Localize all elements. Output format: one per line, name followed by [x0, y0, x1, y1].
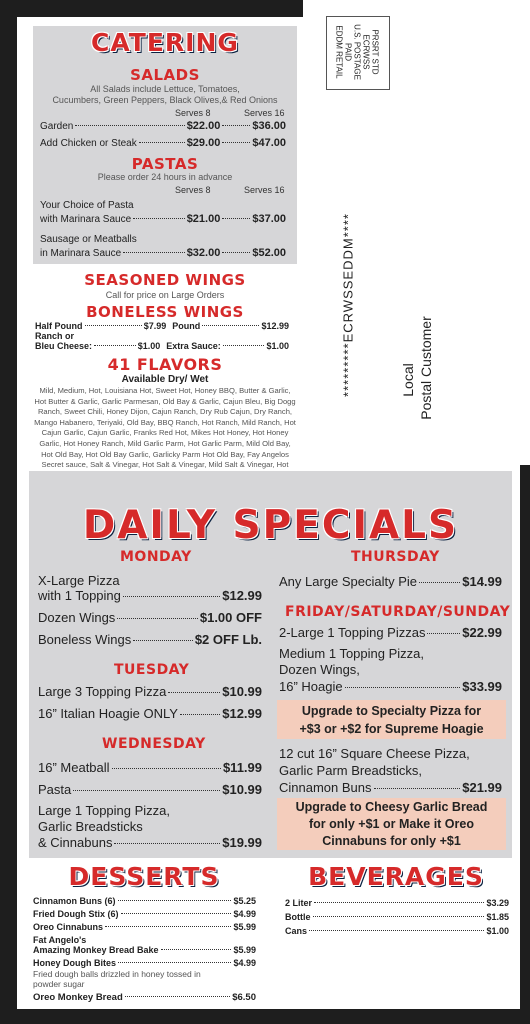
weekend-item-3-line1: 12 cut 16” Square Cheese Pizza, [279, 746, 470, 761]
pasta-name: with Marinara Sauce [40, 214, 132, 225]
ranch-price: $1.00 [137, 341, 161, 351]
wednesday-meatball [38, 760, 262, 775]
salads-note-1: All Salads include Lettuce, Tomatoes, [90, 84, 240, 94]
dot-leader [133, 640, 193, 641]
pasta-price-8: $32.00 [186, 247, 221, 259]
beverage-item [285, 898, 509, 908]
dot-leader [374, 788, 461, 789]
dot-leader [202, 325, 259, 326]
postage-line: EDDM RETAIL [334, 25, 344, 79]
item-name: Boneless Wings [38, 632, 132, 647]
weekend-item-2-line1: Medium 1 Topping Pizza, [279, 646, 425, 661]
salad-name: Garden [40, 121, 74, 132]
dessert-item [33, 909, 256, 919]
beverages-title: BEVERAGES [308, 862, 484, 891]
dessert-item-oreo-monkey [33, 992, 256, 1003]
monkey-bread-line1: Fat Angelo's [33, 935, 87, 945]
half-pound-price: $7.99 [143, 321, 167, 331]
item-price: $12.99 [222, 588, 262, 603]
item-price: $21.99 [462, 780, 502, 795]
item-name: Oreo Cinnabuns [33, 922, 104, 932]
item-name: with 1 Topping [38, 588, 121, 603]
postage-indicia-text [328, 18, 386, 86]
wings-row-pounds [35, 321, 289, 331]
item-name: Pasta [38, 782, 72, 797]
pastas-note: Please order 24 hours in advance [97, 172, 233, 182]
weekend-heading: FRIDAY/SATURDAY/SUNDAY [285, 604, 511, 620]
dot-leader [112, 768, 221, 769]
item-name: Fried Dough Stix (6) [33, 909, 119, 919]
daily-specials-title: DAILY SPECIALS [82, 503, 459, 548]
honey-dough-desc-2: powder sugar [33, 979, 85, 989]
ranch-label-2: Bleu Cheese: [35, 341, 93, 351]
black-frame-left [0, 0, 17, 1024]
monday-heading: MONDAY [120, 549, 192, 565]
flavors-subtitle: Available Dry/ Wet [121, 374, 209, 385]
dot-leader [94, 345, 136, 346]
dot-leader [161, 949, 232, 950]
dot-leader [121, 913, 232, 914]
wednesday-pasta [38, 782, 262, 797]
salad-name: Add Chicken or Steak [40, 138, 137, 149]
promo-line: Upgrade to Cheesy Garlic Bread [295, 800, 488, 814]
black-frame-right [520, 465, 530, 1024]
dot-leader [139, 142, 185, 143]
weekend-item-3-line2: Garlic Parm Breadsticks, [279, 763, 423, 778]
pasta-item-1-line1: Your Choice of Pasta [40, 200, 134, 211]
item-price: $12.99 [222, 706, 262, 721]
dessert-item [33, 896, 256, 906]
item-price: $5.99 [233, 945, 256, 955]
dot-leader [222, 125, 250, 126]
dot-leader [427, 633, 460, 634]
dot-leader [222, 142, 250, 143]
seasoned-wings-title: SEASONED WINGS [84, 271, 246, 289]
extra-sauce-price: $1.00 [266, 341, 289, 351]
pastas-col-serves16: Serves 16 [244, 185, 285, 195]
tuesday-heading: TUESDAY [114, 662, 190, 678]
wednesday-combo-line1: Large 1 Topping Pizza, [38, 803, 171, 818]
dot-leader [309, 930, 484, 931]
pasta-price-16: $37.00 [252, 213, 286, 225]
item-name: Honey Dough Bites [33, 958, 117, 968]
salad-price-8: $22.00 [186, 120, 221, 132]
dot-leader [73, 790, 220, 791]
flavors-list: Mild, Medium, Hot, Louisiana Hot, Sweet Hot, Honey BBQ, Butter & Garlic, Hot Butter & Garlic, Garlic Parmesan, Old Bay & Garlic, Cajun Bleu, Big Dogg Ranch, Sweet Chili, Honey Dijon, Cajun Ranch, Dry Rub Cajun, Dry Ranch, Mango Habanero, Teriyaki, Old Bay, BBQ Ranch, Hot Ranch, Mild Ranch, Hot Cajun Garlic, Cajun Garlic, Franks Red Hot, Mikes Hot Honey, Hot Honey Garlic, Hot Honey Ranch, Mild Garlic Parm, Hot Garlic Parm, Mild Old Bay, Hot Old Bay, Hot Old Bay Garlic, Garlicky Parm Hot Old Bay, Fay Angelos Secret sauce, Salt & Vinegar, Hot Salt & Vinegar, Mild Salt & Vinegar, Hot [34, 386, 296, 470]
pasta-price-16: $52.00 [252, 247, 286, 259]
black-frame-top-left [0, 0, 303, 17]
item-name: 2-Large 1 Topping Pizzas [279, 625, 426, 640]
item-name: Cinnamon Buns [279, 780, 372, 795]
seasoned-wings-note: Call for price on Large Orders [105, 290, 225, 300]
item-price: $6.50 [232, 992, 256, 1003]
salad-price-16: $36.00 [252, 120, 286, 132]
postage-line: PAID [343, 42, 353, 62]
dot-leader [123, 596, 220, 597]
item-name: Any Large Specialty Pie [279, 574, 418, 589]
item-name: 16” Meatball [38, 760, 110, 775]
item-price: $14.99 [462, 574, 502, 589]
desserts-title: DESSERTS [68, 862, 220, 891]
pound-label: Pound [172, 321, 201, 331]
item-price: $10.99 [222, 684, 262, 699]
salads-heading: SALADS [130, 66, 200, 84]
wednesday-combo-line2: Garlic Breadsticks [38, 819, 143, 834]
half-pound-label: Half Pound [35, 321, 83, 331]
dot-leader [313, 916, 485, 917]
item-name: 16” Italian Hoagie ONLY [38, 706, 178, 721]
salads-col-serves16: Serves 16 [244, 108, 285, 118]
dot-leader [118, 962, 231, 963]
weekend-item-3 [279, 780, 502, 795]
promo-line: Upgrade to Specialty Pizza for [301, 704, 482, 718]
dot-leader [222, 252, 250, 253]
item-name: Amazing Monkey Bread Bake [33, 945, 159, 955]
extra-sauce-label: Extra Sauce: [166, 341, 221, 351]
item-name: Oreo Monkey Bread [33, 992, 123, 1003]
monday-pizza-line1: X-Large Pizza [38, 573, 120, 588]
dot-leader [117, 618, 198, 619]
pastas-heading: PASTAS [131, 155, 199, 173]
thursday-item [279, 574, 502, 589]
pastas-col-serves8: Serves 8 [175, 185, 211, 195]
promo-specialty-upgrade [277, 700, 506, 739]
dot-leader [180, 714, 220, 715]
dot-leader [114, 843, 220, 844]
item-price: $4.99 [233, 909, 256, 919]
flavors-title: 41 FLAVORS [107, 355, 223, 374]
dessert-item-monkey-bread [33, 945, 256, 955]
wednesday-heading: WEDNESDAY [102, 736, 206, 752]
black-frame-bottom [0, 1009, 530, 1024]
item-price: $19.99 [222, 835, 262, 850]
item-name: Cinnamon Buns (6) [33, 896, 116, 906]
pasta-item-2 [40, 247, 286, 259]
pasta-item-1 [40, 213, 286, 225]
promo-line: +$3 or +$2 for Supreme Hoagie [299, 722, 484, 736]
address-local: Local [400, 363, 416, 397]
pasta-name: in Marinara Sauce [40, 248, 122, 259]
dot-leader [123, 252, 185, 253]
postage-line: U.S. POSTAGE [352, 24, 362, 80]
weekend-item-2 [279, 679, 502, 694]
item-price: $1.85 [486, 912, 509, 922]
item-price: $11.99 [222, 760, 262, 775]
item-price: $5.25 [233, 896, 256, 906]
salad-price-8: $29.00 [186, 137, 221, 149]
monday-wings [38, 610, 262, 625]
postage-line: PRSRT STD [370, 29, 380, 75]
item-price: $1.00 [486, 926, 509, 936]
dessert-item-honey-dough [33, 958, 256, 968]
address-postal-customer: Postal Customer [418, 316, 434, 420]
item-price: $3.29 [486, 898, 509, 908]
catering-title: CATERING [91, 28, 239, 57]
salads-note-2: Cucumbers, Green Peppers, Black Olives,& Red Onions [52, 95, 278, 105]
item-name: & Cinnabuns [38, 835, 113, 850]
dot-leader [133, 218, 185, 219]
beverage-item [285, 912, 509, 922]
salad-price-16: $47.00 [252, 137, 286, 149]
dot-leader [105, 926, 231, 927]
monday-pizza [38, 588, 262, 603]
weekend-item-1 [279, 625, 502, 640]
tuesday-item [38, 706, 262, 721]
promo-cheesy-garlic-upgrade [277, 798, 506, 850]
dot-leader [222, 218, 250, 219]
salad-item-chicken-steak [40, 137, 286, 149]
dot-leader [419, 582, 460, 583]
thursday-heading: THURSDAY [351, 549, 440, 565]
dot-leader [125, 996, 230, 997]
dot-leader [168, 692, 220, 693]
ecrwss-text: *********ECRWSSEDDM**** [340, 213, 356, 397]
item-price: $5.99 [233, 922, 256, 932]
item-price: $2 OFF Lb. [194, 632, 262, 647]
dot-leader [75, 125, 184, 126]
item-name: Bottle [285, 912, 311, 922]
boneless-wings-title: BONELESS WINGS [86, 303, 244, 321]
dot-leader [223, 345, 265, 346]
salad-item-garden [40, 120, 286, 132]
wednesday-combo [38, 835, 262, 850]
dot-leader [85, 325, 142, 326]
item-price: $10.99 [222, 782, 262, 797]
beverage-item [285, 926, 509, 936]
dot-leader [118, 900, 232, 901]
dot-leader [345, 687, 461, 688]
pound-price: $12.99 [261, 321, 289, 331]
dot-leader [314, 902, 484, 903]
pasta-price-8: $21.00 [186, 213, 221, 225]
pasta-item-2-line1: Sausage or Meatballs [40, 234, 137, 245]
item-name: 2 Liter [285, 898, 313, 908]
honey-dough-desc-1: Fried dough balls drizzled in honey tossed in [33, 969, 201, 979]
item-name: 16” Hoagie [279, 679, 343, 694]
ranch-label-1: Ranch or [35, 331, 75, 341]
item-price: $1.00 OFF [199, 610, 262, 625]
wings-row-extras [35, 341, 289, 351]
item-price: $4.99 [233, 958, 256, 968]
item-name: Dozen Wings [38, 610, 116, 625]
weekend-item-2-line2: Dozen Wings, [279, 662, 360, 677]
postage-line: ECRWSS [361, 34, 371, 70]
monday-boneless [38, 632, 262, 647]
promo-line: for only +$1 or Make it Oreo [309, 817, 474, 831]
salads-col-serves8: Serves 8 [175, 108, 211, 118]
item-price: $22.99 [462, 625, 502, 640]
tuesday-item [38, 684, 262, 699]
item-name: Cans [285, 926, 308, 936]
item-name: Large 3 Topping Pizza [38, 684, 167, 699]
promo-line: Cinnabuns for only +$1 [322, 834, 461, 848]
item-price: $33.99 [462, 679, 502, 694]
dessert-item [33, 922, 256, 932]
